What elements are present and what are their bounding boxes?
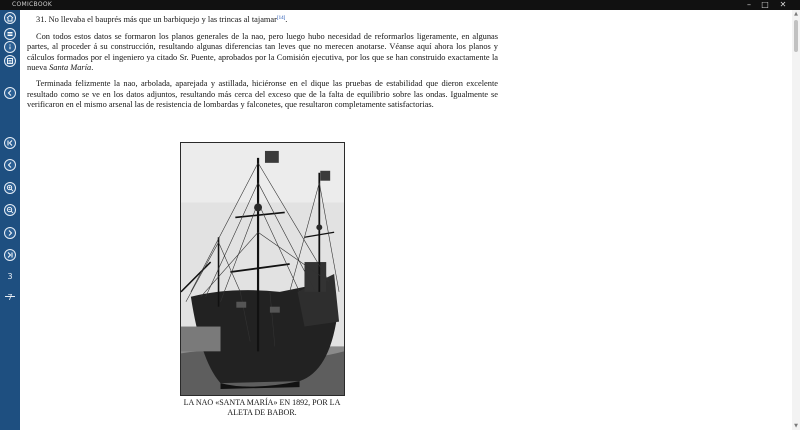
home-icon[interactable] (4, 12, 16, 24)
zoom-in-icon[interactable] (4, 182, 16, 194)
paragraph-planos-text: Con todos estos datos se formaron los planos generales de la nao, pero luego hubo necesidad de reformarlos ligeramente, en algunas partes, al proceder á su construcción, resultando algunas diferencias tan leves que no merecen anotarse. Véanse aquí ahora los planos y cálculos formados por el ingeniero ya citado Sr. Puente, aprobados por la Comisión ejecutiva, por los que se han construido exactamente la nueva (27, 31, 498, 73)
caption-line-1: LA NAO «SANTA MARÍA» EN 1892, POR LA (183, 398, 341, 407)
ship-name-italic: Santa María (49, 63, 92, 73)
first-page-icon[interactable] (4, 137, 16, 149)
title-bar (0, 0, 800, 10)
footnote-link[interactable]: [14] (276, 16, 286, 21)
paragraph-31-end: . (285, 15, 288, 24)
paragraph-31 (27, 14, 498, 26)
current-page-number: 3 (7, 272, 13, 281)
sidebar (0, 10, 20, 430)
menu-icon[interactable] (4, 55, 16, 67)
previous-page-icon[interactable] (4, 159, 16, 171)
paragraph-planos (27, 32, 498, 74)
window-title: COMICBOOK (12, 1, 53, 8)
info-icon[interactable] (4, 41, 16, 53)
zoom-out-icon[interactable] (4, 204, 16, 216)
scroll-down-icon[interactable]: ▼ (794, 423, 798, 429)
maximize-icon[interactable]: □ (761, 0, 769, 9)
figure-caption (172, 398, 352, 418)
list-icon[interactable] (4, 28, 16, 40)
ship-photograph (180, 142, 345, 396)
scroll-up-icon[interactable]: ▲ (794, 11, 798, 17)
minimize-icon[interactable]: – (747, 0, 751, 9)
back-icon[interactable] (4, 87, 16, 99)
page-content (27, 14, 498, 116)
vertical-scrollbar[interactable] (792, 10, 800, 430)
caption-line-2: ALETA DE BABOR. (227, 408, 297, 417)
paragraph-pruebas: Terminada felizmente la nao, arbolada, aparejada y astillada, hiciéronse en el dique las pruebas de estabilidad que dieron excelente resultado como se ve en los datos adjuntos, resultando más cerca del exceso que de la falta de equilibrio sobre las ondas. Igualmente se verificaron en el mismo arsenal las de resistencia de lombardas y falconetes, que resultaron completamente satisfactorias. (27, 78, 498, 110)
total-pages-number: 7 (7, 293, 13, 302)
paragraph-planos-end: . (91, 63, 94, 73)
scrollbar-thumb[interactable] (794, 20, 798, 52)
paragraph-31-text: 31. No llevaba el bauprés más que un barbiquejo y las trincas al tajamar (36, 15, 277, 24)
last-page-icon[interactable] (4, 249, 16, 261)
next-page-icon[interactable] (4, 227, 16, 239)
close-icon[interactable]: ✕ (779, 0, 787, 9)
